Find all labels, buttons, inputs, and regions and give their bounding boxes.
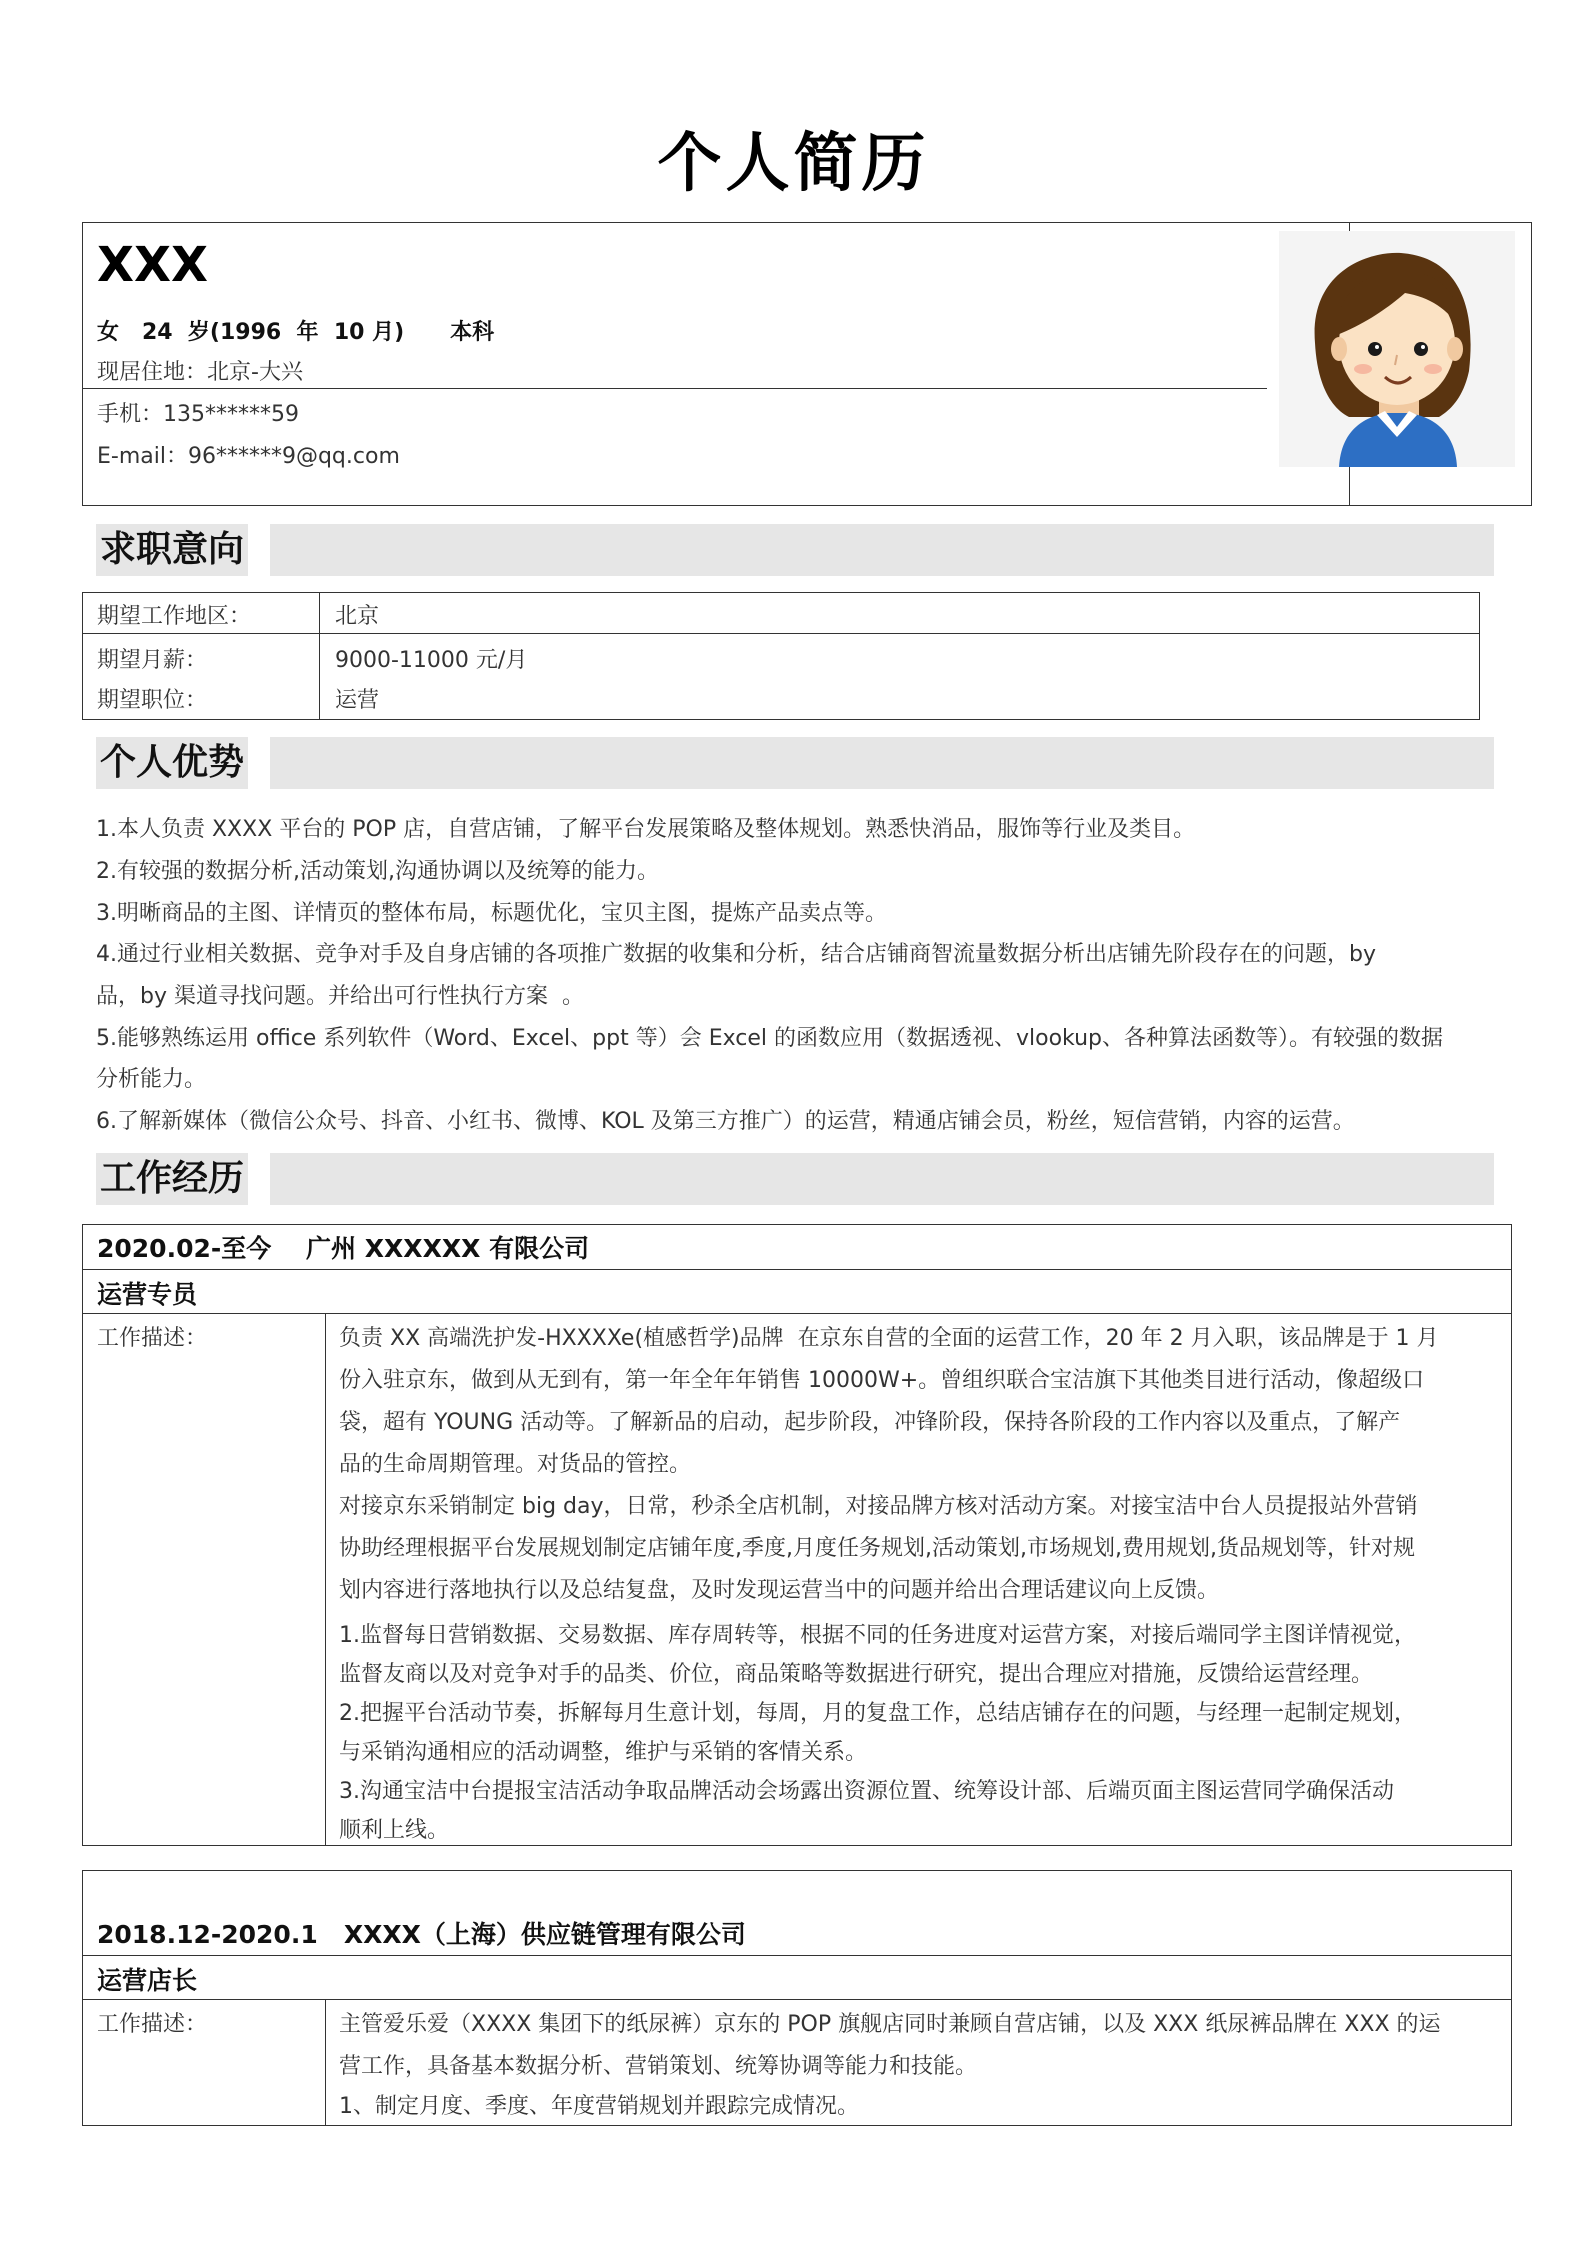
job-entry (82, 1224, 1512, 1846)
residence: 现居住地：北京-大兴 (97, 360, 303, 385)
phone: 手机：135******59 (97, 402, 299, 427)
desc-line: 协助经理根据平台发展规划制定店铺年度,季度,月度任务规划,活动策划,市场规划,费用规划,货品规划等，针对规 (339, 1536, 1415, 1561)
advantage-line: 1.本人负责 XXXX 平台的 POP 店，自营店铺，了解平台发展策略及整体规划。熟悉快消品，服饰等行业及类目。 (96, 817, 1196, 842)
desc-line: 袋，超有 YOUNG 活动等。了解新品的启动，起步阶段，冲锋阶段，保持各阶段的工作内容以及重点，了解产 (339, 1410, 1401, 1435)
desc-line: 与采销沟通相应的活动调整，维护与采销的客情关系。 (339, 1740, 868, 1765)
job-role: 运营专员 (97, 1280, 198, 1309)
intent-table (82, 592, 1480, 720)
profile-box (82, 222, 1532, 506)
section-intent (96, 524, 1494, 576)
job-header: 2018.12-2020.1 XXXX（上海）供应链管理有限公司 (97, 1920, 746, 1949)
email: E-mail：96******9@qq.com (97, 444, 400, 469)
job-header: 2020.02-至今 广州 XXXXXX 有限公司 (97, 1234, 590, 1263)
table-divider (319, 593, 320, 719)
desc-line: 负责 XX 高端洗护发-HXXXXe(植感哲学)品牌 在京东自营的全面的运营工作，20 年 2 月入职，该品牌是于 1 月 (339, 1326, 1439, 1351)
advantage-line: 品，by 渠道寻找问题。并给出可行性执行方案 。 (96, 984, 584, 1009)
desc-line: 2.把握平台活动节奏，拆解每月生意计划，每周，月的复盘工作，总结店铺存在的问题，与经理一起制定规划， (339, 1701, 1416, 1726)
advantage-line: 3.明晰商品的主图、详情页的整体布局，标题优化，宝贝主图，提炼产品卖点等。 (96, 901, 887, 926)
desc-line: 划内容进行落地执行以及总结复盘，及时发现运营当中的问题并给出合理话建议向上反馈。 (339, 1578, 1220, 1603)
desc-line: 营工作，具备基本数据分析、营销策划、统筹协调等能力和技能。 (339, 2054, 978, 2079)
job-divider (325, 1999, 326, 2125)
section-title: 求职意向 (96, 524, 248, 576)
advantage-line: 2.有较强的数据分析,活动策划,沟通协调以及统筹的能力。 (96, 859, 659, 884)
job-divider (83, 1955, 1511, 1956)
section-advantages (96, 737, 1494, 789)
intent-label: 期望工作地区： (97, 604, 252, 629)
profile-divider (83, 388, 1267, 389)
intent-value: 9000-11000 元/月 (335, 648, 528, 673)
job-divider (325, 1313, 326, 1845)
job-divider (83, 1269, 1511, 1270)
job-entry (82, 1870, 1512, 2126)
intent-label: 期望月薪： (97, 648, 208, 673)
basic-info: 女 24 岁(1996 年 10 月) 本科 (97, 320, 495, 345)
desc-line: 监督友商以及对竞争对手的品类、价位，商品策略等数据进行研究，提出合理应对措施，反馈给运营经理。 (339, 1662, 1374, 1687)
section-title: 个人优势 (96, 737, 248, 789)
intent-label: 期望职位： (97, 688, 208, 713)
intent-value: 运营 (335, 688, 380, 713)
section-title: 工作经历 (96, 1153, 248, 1205)
advantage-line: 6.了解新媒体（微信公众号、抖音、小红书、微博、KOL 及第三方推广）的运营，精通店铺会员，粉丝，短信营销，内容的运营。 (96, 1109, 1355, 1134)
avatar-icon (1279, 231, 1515, 467)
candidate-name: XXX (97, 237, 209, 293)
resume-title: 个人简历 (657, 127, 930, 201)
desc-line: 对接京东采销制定 big day，日常，秒杀全店机制，对接品牌方核对活动方案。对接宝洁中台人员提报站外营销 (339, 1494, 1418, 1519)
advantage-line: 4.通过行业相关数据、竞争对手及自身店铺的各项推广数据的收集和分析，结合店铺商智流量数据分析出店铺先阶段存在的问题，by (96, 942, 1376, 967)
desc-line: 份入驻京东，做到从无到有，第一年全年年销售 10000W+。曾组织联合宝洁旗下其他类目进行活动，像超级口 (339, 1368, 1425, 1393)
desc-line: 1、制定月度、季度、年度营销规划并跟踪完成情况。 (339, 2094, 859, 2119)
desc-line: 顺利上线。 (339, 1818, 450, 1843)
job-divider (83, 1313, 1511, 1314)
job-role: 运营店长 (97, 1966, 198, 1995)
advantage-line: 5.能够熟练运用 office 系列软件（Word、Excel、ppt 等）会 Excel 的函数应用（数据透视、vlookup、各种算法函数等）。有较强的数据 (96, 1026, 1443, 1051)
job-divider (83, 1999, 1511, 2000)
desc-line: 3.沟通宝洁中台提报宝洁活动争取品牌活动会场露出资源位置、统筹设计部、后端页面主图运营同学确保活动 (339, 1779, 1394, 1804)
intent-value: 北京 (335, 604, 380, 629)
section-bar (270, 1153, 1494, 1205)
desc-line: 主管爱乐爱（XXXX 集团下的纸尿裤）京东的 POP 旗舰店同时兼顾自营店铺，以及 XXX 纸尿裤品牌在 XXX 的运 (339, 2012, 1441, 2037)
advantage-line: 分析能力。 (96, 1067, 207, 1092)
desc-line: 1.监督每日营销数据、交易数据、库存周转等，根据不同的任务进度对运营方案，对接后端同学主图详情视觉， (339, 1623, 1416, 1648)
section-bar (270, 737, 1494, 789)
section-bar (270, 524, 1494, 576)
section-experience (96, 1153, 1494, 1205)
desc-label: 工作描述： (97, 2012, 208, 2037)
desc-label: 工作描述： (97, 1326, 208, 1351)
table-divider (83, 633, 1479, 634)
desc-line: 品的生命周期管理。对货品的管控。 (339, 1452, 692, 1477)
